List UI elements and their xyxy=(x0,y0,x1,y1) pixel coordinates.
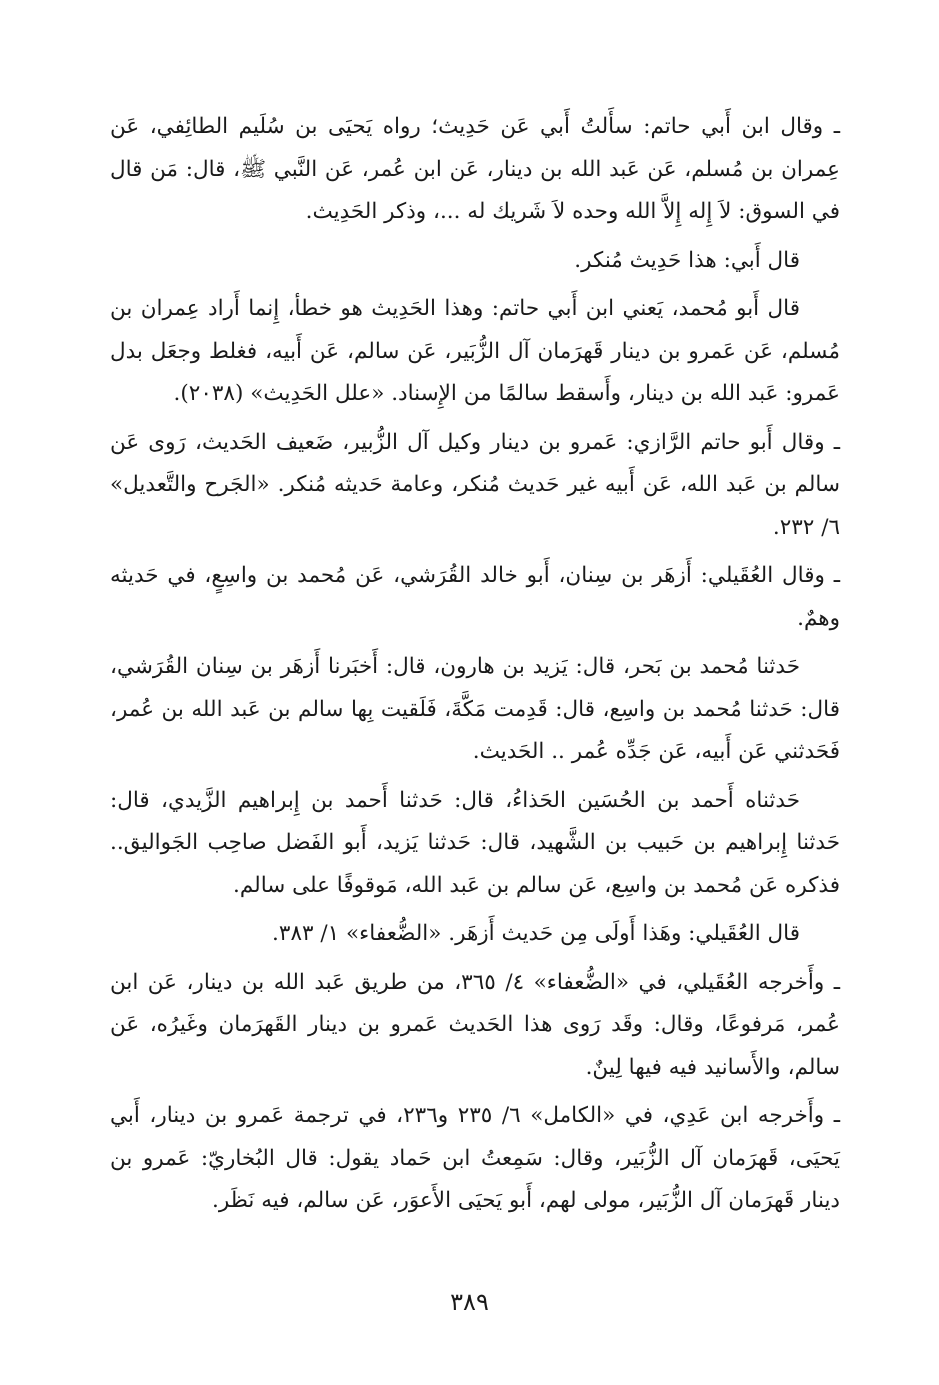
paragraph-9: ـ وأَخرجه العُقَيلي، في «الضُّعفاء» ٤/ ٣٦٥، من طريق عَبد الله بن دينار، عَن ابن عُمر، مَرفوعًا، وقال: وقَد رَوى هذا الحَديث عَمرو بن دينار القَهرَمان وغَيرُه، عَن سالم، والأَسانيد فيه فيها لِينٌ. xyxy=(110,969,841,1080)
paragraph-1: ـ وقال ابن أَبي حاتم: سأَلتُ أَبي عَن حَدِيث؛ رواه يَحيَى بن سُلَيم الطائِفي، عَن عِمران بن مُسلم، عَن عَبد الله بن دينار، عَن ابن عُمر، عَن النَّبي ﷺ، قال: مَن قال في السوق: لاَ إِله إِلاَّ الله وحده لاَ شَريك له ...، وذكر الحَدِيث. xyxy=(110,114,840,224)
paragraph-2: قال أَبي: هذا حَدِيث مُنكر. xyxy=(574,247,800,273)
paragraph-7: حَدثناه أَحمد بن الحُسَين الحَذاءُ، قال: حَدثنا أَحمد بن إِبراهيم الزَّيدي، قال: حَدثنا إِبراهيم بن حَبيب بن الشَّهيد، قال: حَدثنا يَزيد، أَبو الفَضل صاحِب الجَواليق.. فذكره عَن مُحمد بن واسِع، عَن سالم بن عَبد الله، مَوقوفًا على سالم. xyxy=(110,787,840,898)
paragraph-4: ـ وقال أَبو حاتم الرَّازي: عَمرو بن دينار وكيل آل الزُّبير، ضَعيف الحَديث، رَوى عَن سالم بن عَبد الله، عَن أَبيه غير حَديث مُنكر، وعامة حَديثه مُنكر. «الجَرح والتَّعديل» ٦/ ٢٣٢. xyxy=(110,429,840,540)
paragraph-6: حَدثنا مُحمد بن بَحر، قال: يَزيد بن هارون، قال: أَخبَرنا أَزهَر بن سِنان القُرَشي، قال: حَدثنا مُحمد بن واسِع، قال: قَدِمت مَكَّةَ، فَلَقيت بِها سالم بن عَبد الله بن عُمر، فَحَدثني عَن أَبيه، عَن جَدِّه عُمر .. الحَديث. xyxy=(110,654,840,764)
paragraph-10: ـ وأَخرجه ابن عَدِي، في «الكامل» ٦/ ٢٣٥ و٢٣٦، في ترجمة عَمرو بن دينار، أَبي يَحيَى، قَهرَمان آل الزُّبَير، وقال: سَمِعتُ ابن حَماد يقول: قال البُخاريّ: عَمرو بن دينار قَهرَمان آل الزُّبَير، مولى لهم، أَبو يَحيَى الأَعوَر، عَن سالم، فيه نَظَر. xyxy=(110,1103,840,1213)
page-number: ٣٨٩ xyxy=(450,1288,489,1316)
paragraph-5: ـ وقال العُقَيلي: أَزهَر بن سِنان، أَبو خالد القُرَشي، عَن مُحمد بن واسِعٍ، في حَديثه وهمٌ. xyxy=(110,563,840,631)
paragraph-3: قال أَبو مُحمد، يَعني ابن أَبي حاتم: وهذا الحَدِيث هو خطأ، إِنما أَراد عِمران بن مُسلم، عَن عَمرو بن دينار قَهرَمان آل الزُّبَير، عَن سالم، عَن أَبيه، فغلط وجعَل بدل عَمرو: عَبد الله بن دينار، وأَسقط سالمًا من الإِسناد. «علل الحَدِيث» (٢٠٣٨). xyxy=(110,296,840,406)
paragraph-8: قال العُقَيلي: وهَذا أَولَى مِن حَديث أَزهَر. «الضُّعفاء» ١/ ٣٨٣. xyxy=(272,921,800,946)
page-body xyxy=(110,106,840,1229)
